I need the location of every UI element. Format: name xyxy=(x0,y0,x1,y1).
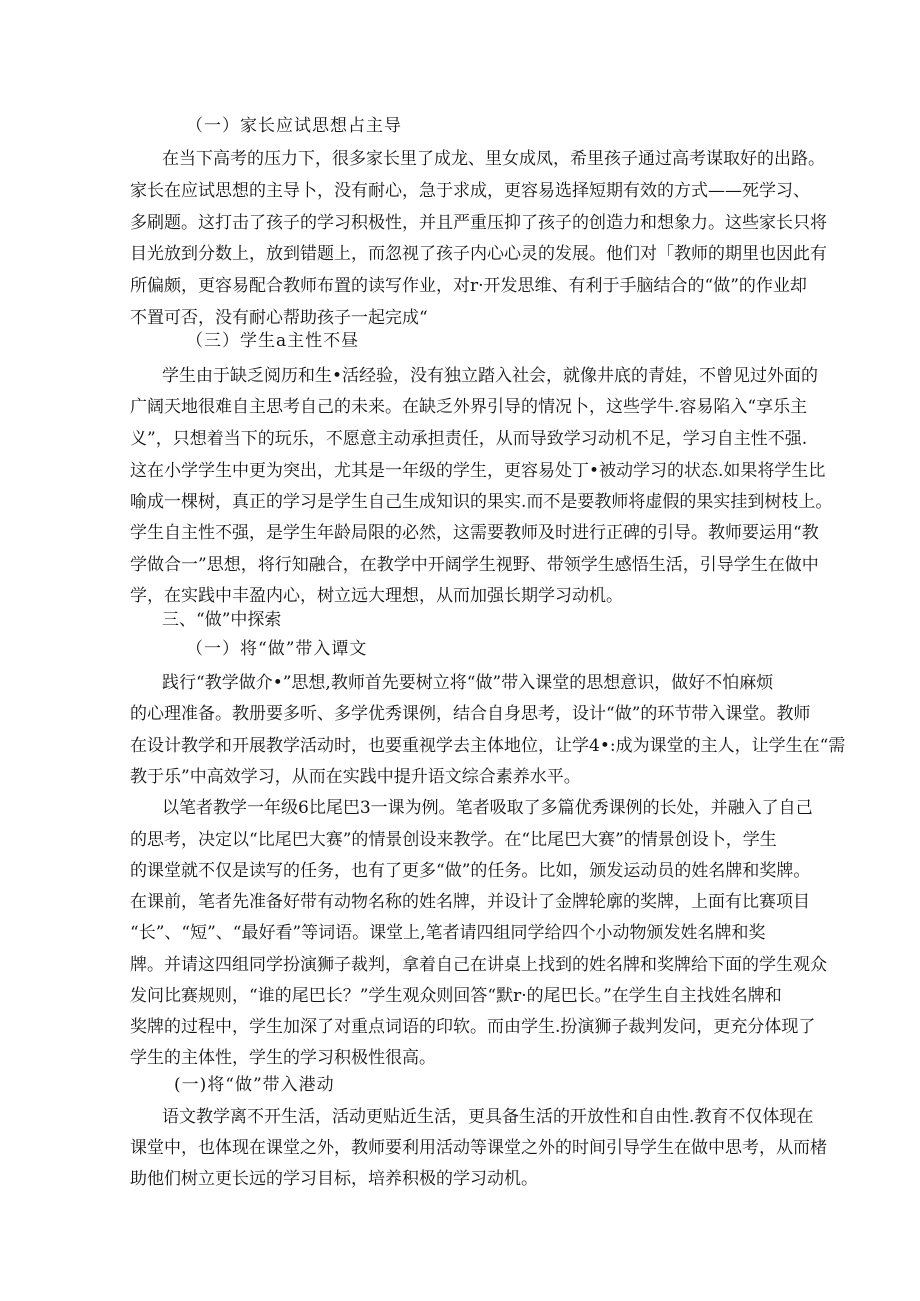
paragraph-line: 的思考，决定以“比尾巴大赛”的情景创设来教学。在“比尾巴大赛”的情景创设卜，学生 xyxy=(130,830,777,850)
paragraph-line: 学生由于缺乏阅历和生•活经验，没有独立踏入社会，就像井底的青娃，不曾见过外面的 xyxy=(162,366,819,386)
paragraph-line: 这在小学学生中更为突出，尤其是一年级的学生，更容易处丁•被动学习的状态.如果将学生比 xyxy=(130,461,826,481)
paragraph-line: 语文教学离不开生活，活动更贴近生活，更具备生活的开放性和自由性.教育不仅体现在 xyxy=(162,1107,814,1127)
paragraph-line: 学生的主体性，学生的学习积极性很高。 xyxy=(130,1048,436,1068)
paragraph-line: 的心理准备。教册要多听、多学优秀课例，结合自身思考，设计“做”的环节带入课堂。教师 xyxy=(130,704,811,724)
paragraph-line: 以笔者教学一年级6比尾巴3一课为例。笔者吸取了多篇优秀课例的长处，并融入了自己 xyxy=(162,798,813,818)
paragraph-line: 家长在应试思想的主导卜，没有耐心，急于求成，更容易选择短期有效的方式——死学习、 xyxy=(130,181,810,201)
section-heading-into-text: （一）将“做”带入谭文 xyxy=(186,639,368,659)
paragraph-line: 助他们树立更长远的学习目标，培养积极的学习动机。 xyxy=(130,1169,538,1189)
paragraph-line: 学做合一”思想，将行知融合，在教学中开阔学生视野、带领学生感悟生活，引导学生在做中 xyxy=(130,555,819,575)
paragraph-line: 喻成一棵树，真正的学习是学生自己生成知识的果实.而不是要教师将虚假的果实挂到树枝上。 xyxy=(130,492,833,512)
paragraph-line: 在设计教学和开展教学活动时，也要重视学去主体地位，让学4•:成为课堂的主人，让学生在“需 xyxy=(130,736,846,756)
section-heading-parent-mindset: （一）家长应试思想占主导 xyxy=(186,116,402,136)
paragraph-line: 发问比赛规则，“谁的尾巴长？”学生观众则回答“默r·的尾巴长。”在学生自主找姓名牌和 xyxy=(130,986,782,1006)
paragraph-line: 牌。并请这四组同学扮演狮子裁判，拿着自己在讲桌上找到的姓名牌和奖牌给下面的学生观众 xyxy=(130,955,827,975)
paragraph-line: 教于乐”中高效学习，从而在实践中提升语文综合素养水平。 xyxy=(130,767,581,787)
paragraph-line: 课堂中，也体现在课堂之外，教师要利用活动等课堂之外的时间引导学生在做中思考，从而楮 xyxy=(130,1138,827,1158)
paragraph-line: 学生自主性不强，是学生年龄局限的必然，这需要教师及时进行正碑的引导。教师要运用“教 xyxy=(130,523,819,543)
paragraph-line: 学，在实践中丰盈内心，树立远大理想，从而加强长期学习动机。 xyxy=(130,586,623,606)
paragraph-line: 广阔天地很难自主思考自己的未来。在缺乏外界引导的情况卜，这些学牛.容易陷入“享乐主 xyxy=(130,397,808,417)
paragraph-line: 奖牌的过程中，学生加深了对重点词语的印软。而由学生.扮演狮子裁判发问，更充分体现了 xyxy=(130,1017,816,1037)
paragraph-line: 在课前，笔者先准备好带有动物名称的姓名牌，并设计了金牌轮廓的奖牌，上面有比赛项目 xyxy=(130,892,810,912)
paragraph-line: “长”、“短”、“最好看”等词语。课堂上,笔者请四组同学给四个小动物颁发姓名牌和奖 xyxy=(130,923,766,943)
paragraph-line: 不置可否，没有耐心帮助孩子一起完成“ xyxy=(130,308,428,328)
section-heading-student-autonomy: （三）学生a主性不昼 xyxy=(186,331,360,351)
section-heading-into-activity: (一)将“做”带入港动 xyxy=(174,1075,335,1095)
paragraph-line: 在当下高考的压力下，很多家长里了成龙、里女成凤，希里孩子通过高考谋取好的出路。 xyxy=(162,149,825,169)
paragraph-line: 践行“教学做介•”思想,教师首先要树立将“做”带入课堂的思想意识，做好不怕麻烦 xyxy=(162,673,774,693)
paragraph-line: 的课堂就不仅是读写的任务，也有了更多“做”的任务。比如，颁发运动员的姓名牌和奖牌。 xyxy=(130,861,811,881)
paragraph-line: 所偏颇，更容易配合教师布置的读写作业，对r·开发思维、有利于手脑结合的“做”的作业却 xyxy=(130,276,807,296)
paragraph-line: 义”，只想着当下的玩乐，不愿意主动承担责任，从而导致学习动机不足，学习自主性不强. xyxy=(130,429,808,449)
paragraph-line: 多刷题。这打击了孩子的学习积极性，并且严重压抑了孩子的创造力和想象力。这些家长只将 xyxy=(130,213,827,233)
paragraph-line: 目光放到分数上，放到错题上，而忽视了孩子内心心灵的发展。他们对「教师的期里也因此有 xyxy=(130,244,827,264)
section-title-exploration: 三、“做”中探索 xyxy=(162,610,282,630)
